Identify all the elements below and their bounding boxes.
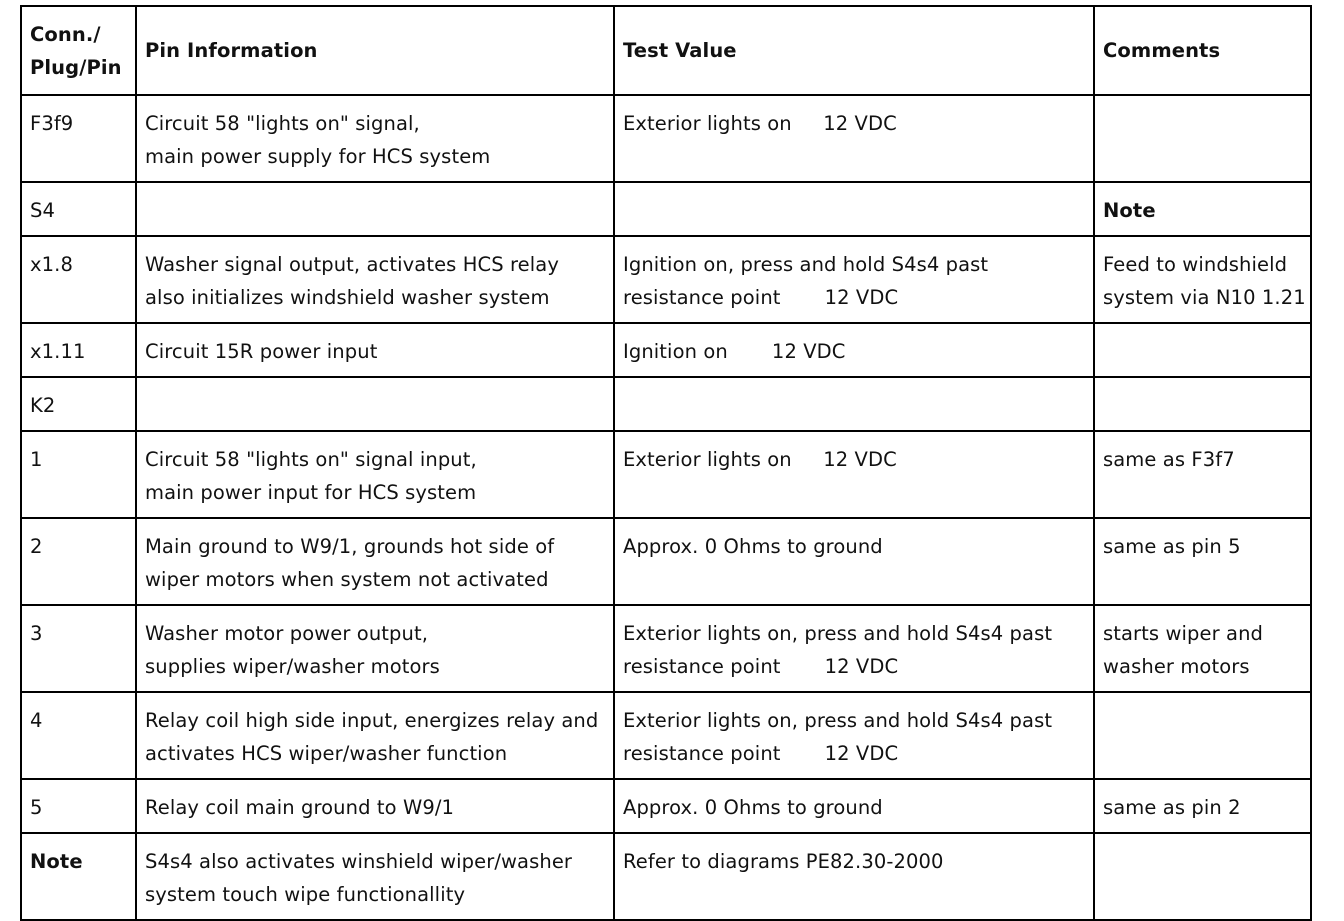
cell-pin-information-line: Main ground to W9/1, grounds hot side of bbox=[145, 535, 555, 558]
cell-test-value-line: Exterior lights on 12 VDC bbox=[623, 112, 897, 135]
table-row bbox=[21, 518, 1311, 605]
cell-pin-information bbox=[136, 692, 614, 779]
cell-test-value bbox=[614, 95, 1094, 182]
cell-pin-information bbox=[136, 182, 614, 236]
cell-pin-information-line: Circuit 58 "lights on" signal input, bbox=[145, 448, 477, 471]
table-row bbox=[21, 323, 1311, 377]
cell-conn: S4 bbox=[21, 182, 136, 236]
cell-test-value-line: Approx. 0 Ohms to ground bbox=[623, 535, 883, 558]
cell-test-value bbox=[614, 518, 1094, 605]
header-conn-line: Conn./ bbox=[30, 22, 101, 46]
header-test-value: Test Value bbox=[614, 6, 1094, 95]
cell-test-value-line: Exterior lights on, press and hold S4s4 past bbox=[623, 622, 1053, 645]
table-row bbox=[21, 779, 1311, 833]
cell-pin-information-line: S4s4 also activates winshield wiper/washer bbox=[145, 850, 573, 873]
cell-comments bbox=[1094, 236, 1311, 323]
cell-comments-line: system via N10 1.21 bbox=[1103, 286, 1306, 309]
cell-comments bbox=[1094, 431, 1311, 518]
cell-test-value bbox=[614, 236, 1094, 323]
header-comments: Comments bbox=[1094, 6, 1311, 95]
cell-test-value bbox=[614, 692, 1094, 779]
table-row bbox=[21, 605, 1311, 692]
table-row bbox=[21, 236, 1311, 323]
table-header-row bbox=[21, 6, 1311, 95]
cell-pin-information-line: also initializes windshield washer system bbox=[145, 286, 550, 309]
cell-conn: x1.11 bbox=[21, 323, 136, 377]
cell-test-value-line: Exterior lights on 12 VDC bbox=[623, 448, 897, 471]
cell-comments-line: same as F3f7 bbox=[1103, 448, 1235, 471]
cell-test-value bbox=[614, 833, 1094, 920]
cell-comments-line: washer motors bbox=[1103, 655, 1250, 678]
table-row bbox=[21, 833, 1311, 920]
cell-pin-information bbox=[136, 605, 614, 692]
cell-comments bbox=[1094, 692, 1311, 779]
cell-conn: 1 bbox=[21, 431, 136, 518]
table-body bbox=[21, 95, 1311, 920]
cell-test-value-line: Approx. 0 Ohms to ground bbox=[623, 796, 883, 819]
cell-test-value-line: Ignition on, press and hold S4s4 past bbox=[623, 253, 989, 276]
cell-test-value-line: resistance point 12 VDC bbox=[623, 286, 899, 309]
cell-comments bbox=[1094, 323, 1311, 377]
table-row bbox=[21, 692, 1311, 779]
cell-pin-information-line: system touch wipe functionallity bbox=[145, 883, 466, 906]
cell-test-value-line: Exterior lights on, press and hold S4s4 past bbox=[623, 709, 1053, 732]
cell-pin-information bbox=[136, 833, 614, 920]
cell-test-value bbox=[614, 377, 1094, 431]
cell-pin-information-line: wiper motors when system not activated bbox=[145, 568, 549, 591]
cell-comments bbox=[1094, 377, 1311, 431]
cell-pin-information-line: Circuit 58 "lights on" signal, bbox=[145, 112, 420, 135]
cell-test-value bbox=[614, 323, 1094, 377]
cell-conn: F3f9 bbox=[21, 95, 136, 182]
cell-test-value-line: resistance point 12 VDC bbox=[623, 742, 899, 765]
cell-pin-information bbox=[136, 518, 614, 605]
table-row bbox=[21, 182, 1311, 236]
cell-pin-information-line: Washer signal output, activates HCS relay bbox=[145, 253, 559, 276]
cell-conn: 4 bbox=[21, 692, 136, 779]
header-conn-line: Plug/Pin bbox=[30, 55, 122, 79]
cell-pin-information-line: main power supply for HCS system bbox=[145, 145, 491, 168]
cell-conn: K2 bbox=[21, 377, 136, 431]
cell-comments bbox=[1094, 779, 1311, 833]
cell-test-value-line: Ignition on 12 VDC bbox=[623, 340, 846, 363]
pin-information-table bbox=[20, 5, 1312, 921]
table-row bbox=[21, 377, 1311, 431]
cell-comments-line: Feed to windshield bbox=[1103, 253, 1288, 276]
cell-pin-information bbox=[136, 431, 614, 518]
cell-comments-line: starts wiper and bbox=[1103, 622, 1264, 645]
cell-conn: x1.8 bbox=[21, 236, 136, 323]
cell-conn: Note bbox=[21, 833, 136, 920]
cell-pin-information-line: main power input for HCS system bbox=[145, 481, 477, 504]
table-row bbox=[21, 431, 1311, 518]
cell-pin-information bbox=[136, 779, 614, 833]
cell-pin-information-line: Relay coil main ground to W9/1 bbox=[145, 796, 455, 819]
cell-test-value bbox=[614, 431, 1094, 518]
cell-pin-information-line: supplies wiper/washer motors bbox=[145, 655, 440, 678]
cell-pin-information-line: Circuit 15R power input bbox=[145, 340, 378, 363]
cell-comments bbox=[1094, 605, 1311, 692]
cell-conn: 3 bbox=[21, 605, 136, 692]
cell-test-value bbox=[614, 779, 1094, 833]
header-conn-plug-pin bbox=[21, 6, 136, 95]
cell-comments bbox=[1094, 518, 1311, 605]
cell-test-value-line: resistance point 12 VDC bbox=[623, 655, 899, 678]
cell-pin-information bbox=[136, 323, 614, 377]
cell-pin-information-line: activates HCS wiper/washer function bbox=[145, 742, 508, 765]
cell-pin-information bbox=[136, 236, 614, 323]
cell-test-value bbox=[614, 182, 1094, 236]
cell-comments bbox=[1094, 833, 1311, 920]
cell-comments bbox=[1094, 182, 1311, 236]
cell-comments-line: same as pin 2 bbox=[1103, 796, 1241, 819]
cell-comments bbox=[1094, 95, 1311, 182]
table-row bbox=[21, 95, 1311, 182]
cell-pin-information-line: Relay coil high side input, energizes relay and bbox=[145, 709, 599, 732]
cell-test-value-line: Refer to diagrams PE82.30-2000 bbox=[623, 850, 944, 873]
header-pin-information: Pin Information bbox=[136, 6, 614, 95]
cell-comments-line: same as pin 5 bbox=[1103, 535, 1241, 558]
cell-pin-information bbox=[136, 377, 614, 431]
cell-conn: 2 bbox=[21, 518, 136, 605]
cell-pin-information-line: Washer motor power output, bbox=[145, 622, 429, 645]
cell-conn: 5 bbox=[21, 779, 136, 833]
cell-pin-information bbox=[136, 95, 614, 182]
cell-test-value bbox=[614, 605, 1094, 692]
cell-comments-line: Note bbox=[1103, 199, 1156, 222]
